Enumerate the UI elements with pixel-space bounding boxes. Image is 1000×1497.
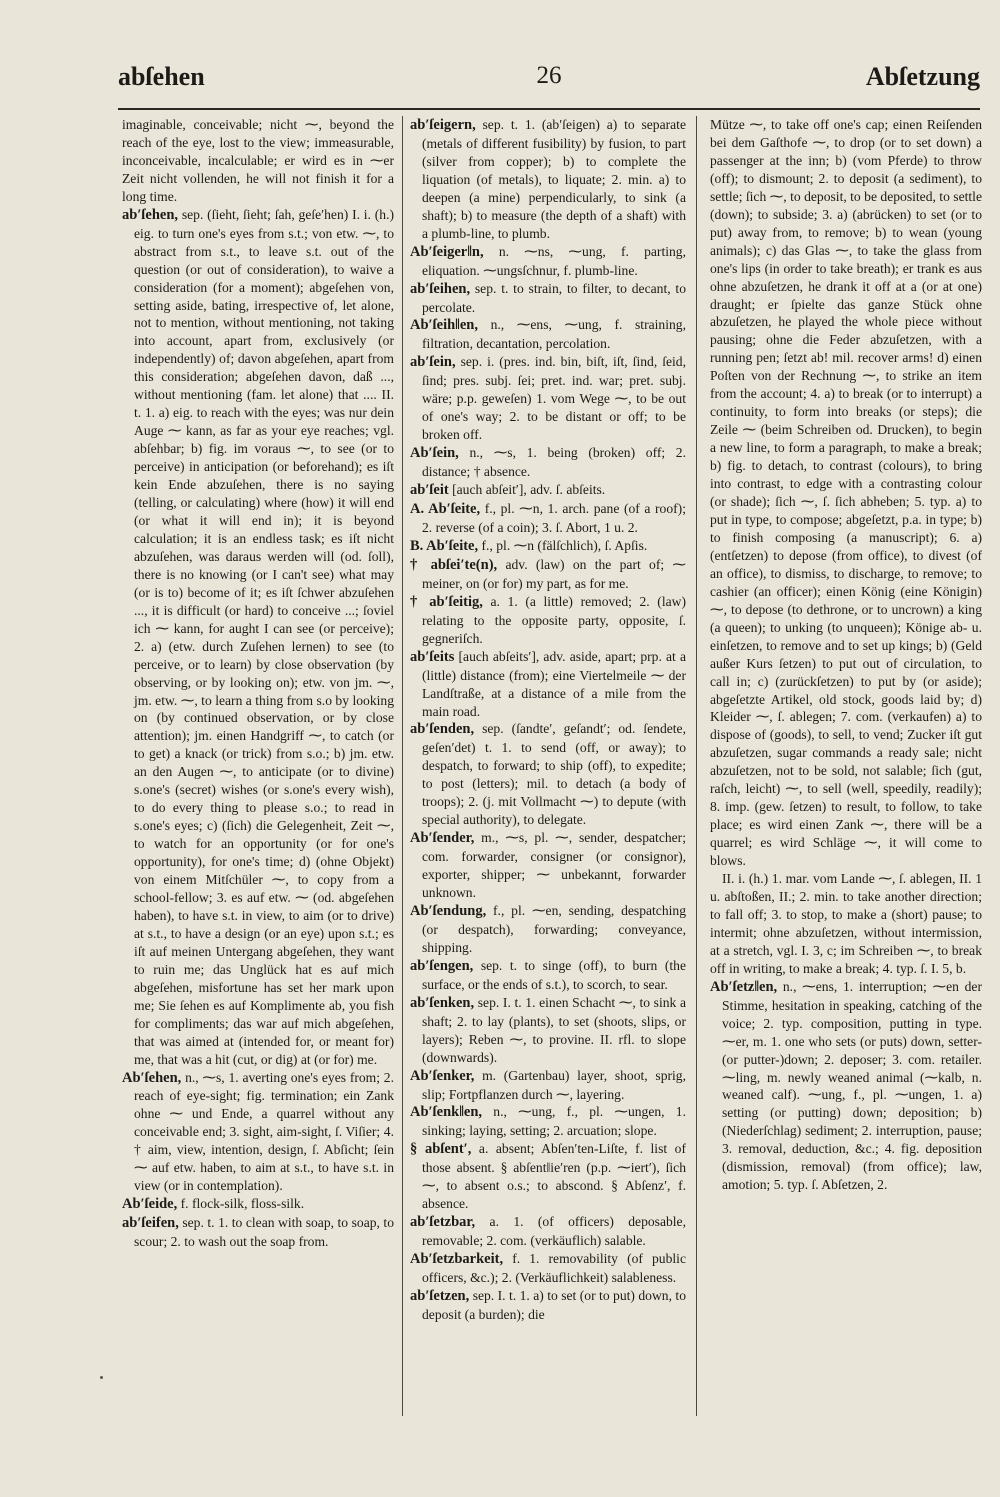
dictionary-entry xyxy=(410,280,686,317)
headword: ab′ſenden, xyxy=(410,721,475,738)
dictionary-entry xyxy=(410,556,686,593)
dictionary-entry xyxy=(410,116,686,243)
entry-definition: f., pl. ⁓n, 1. arch. pane (of a roof); 2. reverse (of a coin); 3. ſ. Abort, 1 u. 2. xyxy=(422,501,686,535)
dictionary-entry xyxy=(410,243,686,280)
entry-definition: sep. t. to singe (off), to burn (the surface, or the ends of s.t.), to scorch, to sear. xyxy=(422,957,686,992)
headword: ab′ſeigern, xyxy=(410,117,476,133)
headword: ab′ſeits xyxy=(410,648,455,665)
entry-definition: sep. (ſandte′, geſandt′; od. ſendete, geſen′det) t. 1. to send (off, or away); to despatch, to forward; to ship (off), to expedite; to post (letters); mil. to detach (a body of troops); 2. (j. mit Vollmacht ⁓) to depute (with special authority), to delegate. xyxy=(422,721,686,828)
dictionary-entry xyxy=(122,1069,394,1196)
headword: Ab′ſeiger‖n, xyxy=(410,243,484,260)
entry-definition: f. flock-silk, floss-silk. xyxy=(180,1196,305,1212)
page-number: 26 xyxy=(536,62,562,89)
entry-definition: [auch abſeits′], adv. aside, apart; prp. at a (little) distance (from); eine Viertelmeile ⁓ der Landſtraße, at a distance of a mile from the main road. xyxy=(422,648,686,719)
entry-definition: f., pl. ⁓n (fälſchlich), ſ. Apſis. xyxy=(481,537,648,553)
headword: § abſent′, xyxy=(410,1141,472,1158)
dictionary-entry xyxy=(410,720,686,829)
entry-definition: sep. (ſieht, ſieht; ſah, geſe′hen) I. i. (h.) eig. to turn one's eyes from s.t.; von etw. ⁓, to abstract from s.t., to leave s.t. out of the question (or out of consideration), to waive a consideration (for a moment); abgeſehen von, setting aside, bating, irrespective of, let alone, not to mention, without mentioning, not taking into account, apart from, exclusively (or independently) of; davon abgeſehen, apart from this consideration; abgeſehen davon, daß ..., without mentioning (fam. let alone) that .... II. t. 1. a) eig. to reach with the eyes; was nur dein Auge ⁓ kann, as far as your eye reaches; vgl. abſehbar; b) fig. im voraus ⁓, to see (or to perceive) in anticipation (or beforehand); es iſt kein Ende abzuſehen, there is no saying (telling, or calculating) where (how) it will end (or what it will end in); it is beyond calculation; it is an endless task; es iſt nicht abzuſehen, was daraus werden will (od. ſoll), there is no knowing (or I can't see) what may (or is to) become of it; es iſt ſchwer abzuſehen ..., it is difficult (or hard) to conceive ...; ſoviel ich ⁓ kann, for aught I can see (or perceive); 2. a) (etw. durch Zuſehen lernen) to see (to perceive, or to learn) by close observation (by observing, or by looking on); etw. von jm. ⁓, jm. etw. ⁓, to learn a thing from s.o by looking on (by continued observation, or by close attention); jm. einen Handgriff ⁓, to catch (or to get) a knack (or trick) from s.o.; b) jm. etw. an den Augen ⁓, to anticipate (or to divine) s.one's (secret) wishes (or s.one's every wish), to do every thing to please s.o.; to read in s.one's eyes; c) (ſich) die Gelegenheit, Zeit ⁓, to watch for an opportunity (or for one's opportunity), for one's time; d) (ohne Objekt) von einem Mitſchüler ⁓, to copy from a school-fellow; 3. es auf etw. ⁓ (od. abgeſehen haben), to have s.t. in view, to aim (or to drive) at s.t., to have a design (or an eye) upon s.t.; es iſt auf meinen Untergang abgeſehen, they want to ruin me; das Unglück hat es auf mich abgeſehen, misfortune has set her mark upon me; Sie ſehen es auf Komplimente ab, you fish for compliments; das war auf mich abgeſehen, that was aimed at (intended for, or meant for) me, that was a hit (cut, or dig) at (or for) me. xyxy=(134,206,394,1067)
headword: B. Ab′ſeite, xyxy=(410,537,479,554)
headword: Ab′ſetz‖en, xyxy=(710,978,778,995)
dictionary-entry xyxy=(410,1287,686,1324)
headword: A. Ab′ſeite, xyxy=(410,501,481,518)
headword: Ab′ſeide, xyxy=(122,1196,178,1213)
entry-definition: n., ⁓s, 1. averting one's eyes from; 2. reach of eye-sight; fig. termination; ein Zank ohne ⁓ und Ende, a quarrel without any conceivable end; 3. sight, aim-sight, ſ. Viſier; 4. † aim, view, intention, design, ſ. Abſicht; ſein ⁓ auf etw. haben, to aim at s.t., to have s.t. in view (or in contemplation). xyxy=(134,1069,394,1194)
dictionary-entry xyxy=(410,316,686,353)
headword: ab′ſeifen, xyxy=(122,1215,179,1232)
headword: ab′ſenken, xyxy=(410,994,475,1011)
dictionary-entry xyxy=(410,957,686,994)
entry-definition: n., ⁓ens, 1. interruption; ⁓en der Stimme, hesitation in speaking, catching of the voice; 2. typ. composition, putting in type. ⁓er, m. 1. one who sets (or puts) down, setter-(or putter-)down; 2. deposer; 3. com. retailer. ⁓ling, m. newly weaned animal (⁓kalb, n. weaned calf). ⁓ung, f., pl. ⁓ungen, 1. a) setting (or putting) down; deposition; b) (Niederſchlag) sediment; 2. interruption, pause; 3. removal, deduction, &c.; 4. fig. deposition (dismission, removal) (from office); law, amotion; 5. typ. ſ. Abſetzen, 2. xyxy=(722,978,982,1193)
dictionary-entry xyxy=(410,353,686,444)
entry-definition: m., ⁓s, pl. ⁓, sender, despatcher; com. forwarder, consigner (or consignor), exporter, shipper; ⁓ unbekannt, forwarder unknown. xyxy=(422,830,686,901)
entry-definition: sep. t. to strain, to filter, to decant, to percolate. xyxy=(422,280,686,315)
entry-definition: f., pl. ⁓en, sending, despatching (or despatch), forwarding; conveyance, shipping. xyxy=(422,902,686,955)
entry-definition: adv. (law) on the part of; ⁓ meiner, on (or for) my part, as for me. xyxy=(422,556,686,591)
headword: ab′ſetzen, xyxy=(410,1288,470,1304)
headword: ab′ſeihen, xyxy=(410,280,471,297)
column-2 xyxy=(410,116,686,1476)
headword: Ab′ſender, xyxy=(410,830,475,847)
dictionary-entry xyxy=(710,870,982,978)
entry-definition: n., ⁓s, 1. being (broken) off; 2. distance; † absence. xyxy=(422,445,686,480)
headword: Ab′ſehen, xyxy=(122,1069,182,1086)
entry-definition: n., ⁓ung, f., pl. ⁓ungen, 1. sinking; laying, setting; 2. arcuation; slope. xyxy=(422,1104,686,1139)
headword: † abſei′te(n), xyxy=(410,556,498,573)
dictionary-entry xyxy=(410,994,686,1067)
dictionary-entry xyxy=(410,1250,686,1287)
entry-definition: m. (Gartenbau) layer, shoot, sprig, slip; Fortpflanzen durch ⁓, layering. xyxy=(422,1067,686,1102)
dictionary-entry xyxy=(122,1195,394,1214)
dictionary-entry xyxy=(410,1213,686,1250)
dictionary-entry xyxy=(122,116,394,206)
column-1 xyxy=(122,116,394,1476)
headword: ab′ſetzbar, xyxy=(410,1214,476,1231)
column-3 xyxy=(710,116,982,1476)
dictionary-entry xyxy=(710,978,982,1194)
entry-definition: a. absent; Abſen′ten-Liſte, f. list of those absent. § abſent‖ie′ren (p.p. ⁓iert′), ſich ⁓, to absent o.s.; to abscond. § Abſenz′, f. absence. xyxy=(422,1141,686,1212)
dictionary-entry xyxy=(122,206,394,1069)
entry-definition: sep. t. 1. to clean with soap, to soap, to scour; 2. to wash out the soap from. xyxy=(134,1215,394,1250)
headword: ab′ſeit xyxy=(410,482,449,499)
dictionary-entry xyxy=(410,1140,686,1213)
headword: Ab′ſenk‖en, xyxy=(410,1104,483,1121)
dictionary-entry xyxy=(410,1103,686,1140)
headword: Ab′ſetzbarkeit, xyxy=(410,1251,504,1268)
entry-definition: Mütze ⁓, to take off one's cap; einen Reiſenden bei dem Gaſthofe ⁓, to drop (or to set down) a passenger at the inn; b) (vom Pferde) to throw (off); to dismount; 2. to deposit (a sediment), to settle; ſich ⁓, to deposit, to be deposited, to settle (down); to subside; 3. a) (abrücken) to set (or to put) away from, to remove; b) to wean (young animals); c) das Glas ⁓, to take the glass from one's lips (in order to take breath); er trank es aus ohne abzuſetzen, he drank it off at a (or at one) draught; er ſpielte das ganze Stück ohne abzuſetzen, he played the whole piece without pausing; ohne die Feder abzuſetzen, with a running pen; ſetzt ab! mil. recover arms! d) einen Poſten von der Rechnung ⁓, to strike an item from the account; 4. a) to break (or to interrupt) a continuity, to form into breaks (or steps); die Zeile ⁓ (beim Schreiben od. Drucken), to begin a new line, to form a paragraph, to make a break; b) fig. to detach, to contrast (colours), to bring into contrast, to edge with a contrasting colour (or shade); ſich ⁓, ſ. ſich abheben; 5. typ. a) to put in type, to compose; abgeſetzt, p.a. in type; b) to finish composing (a manuscript); 6. a) (entſetzen) to depose (from office), to divest (of an office), to dismiss, to discharge, to remove; to cashier (an officer); einen König (eine Königin) ⁓, to depose (to dethrone, or to uncrown) a king (a queen); to unking (to unqueen); Könige ab- u. einſetzen, to remove and to set up kings; b) (Geld außer Kurs ſetzen) to put out of circulation, to call in; c) (zurückſetzen) to put by (or aside); abgeſetzte Artikel, old stock, goods laid by; d) Kleider ⁓, ſ. ablegen; 7. com. (verkaufen) a) to dispose of (goods), to sell, to vend; Zucker iſt gut abzuſetzen, sugar commands a ready sale; nicht abzuſetzen, not to be sold, not salable; ſich (gut, raſch, leicht) ⁓, to sell (well, speedily, readily); 8. imp. (gew. ſetzen) to result, to follow, to take place; es wird einen Zank ⁓, there will be a quarrel; es wird Schläge ⁓, it will come to blows. xyxy=(710,117,982,869)
dictionary-entry xyxy=(410,500,686,537)
entry-definition: [auch abſeit′], adv. ſ. abſeits. xyxy=(452,482,606,498)
entry-definition: imaginable, conceivable; nicht ⁓, beyond the reach of the eye, lost to the view; immeasurable, inconceivable, incalculable; er wird es in ⁓er Zeit nicht vollenden, he will not finish it for a long time. xyxy=(122,117,394,204)
entry-definition: n., ⁓ens, ⁓ung, f. straining, filtration, decantation, percolation. xyxy=(422,317,686,352)
entry-definition: II. i. (h.) 1. mar. vom Lande ⁓, ſ. ablegen, II. 1 u. abſtoßen, II.; 2. min. to take another direction; to fall off; 3. to stop, to make a (short) pause; to intermit; ohne abzuſetzen, without intermission, at a stretch, vgl. I. 3, c; im Schreiben ⁓, to break off in writing, to make a break; 4. typ. ſ. I. 5, b. xyxy=(710,871,982,976)
headword: Ab′ſeih‖en, xyxy=(410,317,478,334)
entry-definition: sep. I. t. 1. a) to set (or to put) down, to deposit (a burden); die xyxy=(422,1288,686,1322)
entry-definition: a. 1. (of officers) deposable, removable; 2. com. (verkäuflich) salable. xyxy=(422,1214,686,1249)
headword: ab′ſehen, xyxy=(122,206,179,223)
dictionary-entry xyxy=(410,648,686,721)
dictionary-entry xyxy=(410,902,686,957)
page-header xyxy=(118,62,980,110)
headword: Ab′ſendung, xyxy=(410,902,487,919)
headword: Ab′ſein, xyxy=(410,445,459,462)
entry-definition: sep. i. (pres. ind. bin, biſt, iſt, ſind, ſeid, ſind; pres. subj. ſei; pret. ind. war; pret. subj. wäre; p.p. geweſen) 1. vom Wege ⁓, to be out of one's way; 2. to be distant or off; to be broken off. xyxy=(422,354,686,443)
headword: Ab′ſenker, xyxy=(410,1067,475,1084)
headword: ab′ſein, xyxy=(410,354,456,371)
entry-definition: a. 1. (a little) removed; 2. (law) relating to the opposite party, opposite, ſ. gegneriſch. xyxy=(422,593,686,646)
dictionary-entry xyxy=(122,1214,394,1251)
header-left-guideword: abſehen xyxy=(118,62,205,91)
column-rule xyxy=(402,116,403,1416)
entry-definition: n. ⁓ns, ⁓ung, f. parting, eliquation. ⁓ungsſchnur, f. plumb-line. xyxy=(422,243,686,278)
margin-mark xyxy=(100,1376,103,1379)
header-right-guideword: Abſetzung xyxy=(865,62,980,91)
dictionary-entry xyxy=(410,829,686,902)
headword: † ab′ſeitig, xyxy=(410,593,483,610)
dictionary-entry xyxy=(410,481,686,500)
dictionary-entry xyxy=(410,537,686,556)
entry-definition: sep. t. 1. (ab′ſeigen) a) to separate (metals of different fusibility) by fusion, to part (silver from copper); b) to complete the liquation (of metals), to liquate; 2. min. a) to deepen (a mine) perpendicularly, to sink (a shaft); b) to measure (the depth of a shaft) with a plumb-line, to plumb. xyxy=(422,117,686,241)
dictionary-entry xyxy=(410,593,686,648)
entry-definition: sep. I. t. 1. einen Schacht ⁓, to sink a shaft; 2. to lay (plants), to set (shoots, slips, or layers); Reben ⁓, to provine. II. rfl. to slope (downwards). xyxy=(422,994,686,1065)
headword: ab′ſengen, xyxy=(410,957,474,974)
dictionary-entry xyxy=(410,1067,686,1104)
entry-definition: f. 1. removability (of public officers, &c.); 2. (Verkäuflichkeit) salableness. xyxy=(422,1251,686,1286)
column-rule xyxy=(696,116,697,1416)
dictionary-entry xyxy=(410,444,686,481)
dictionary-entry xyxy=(710,116,982,870)
